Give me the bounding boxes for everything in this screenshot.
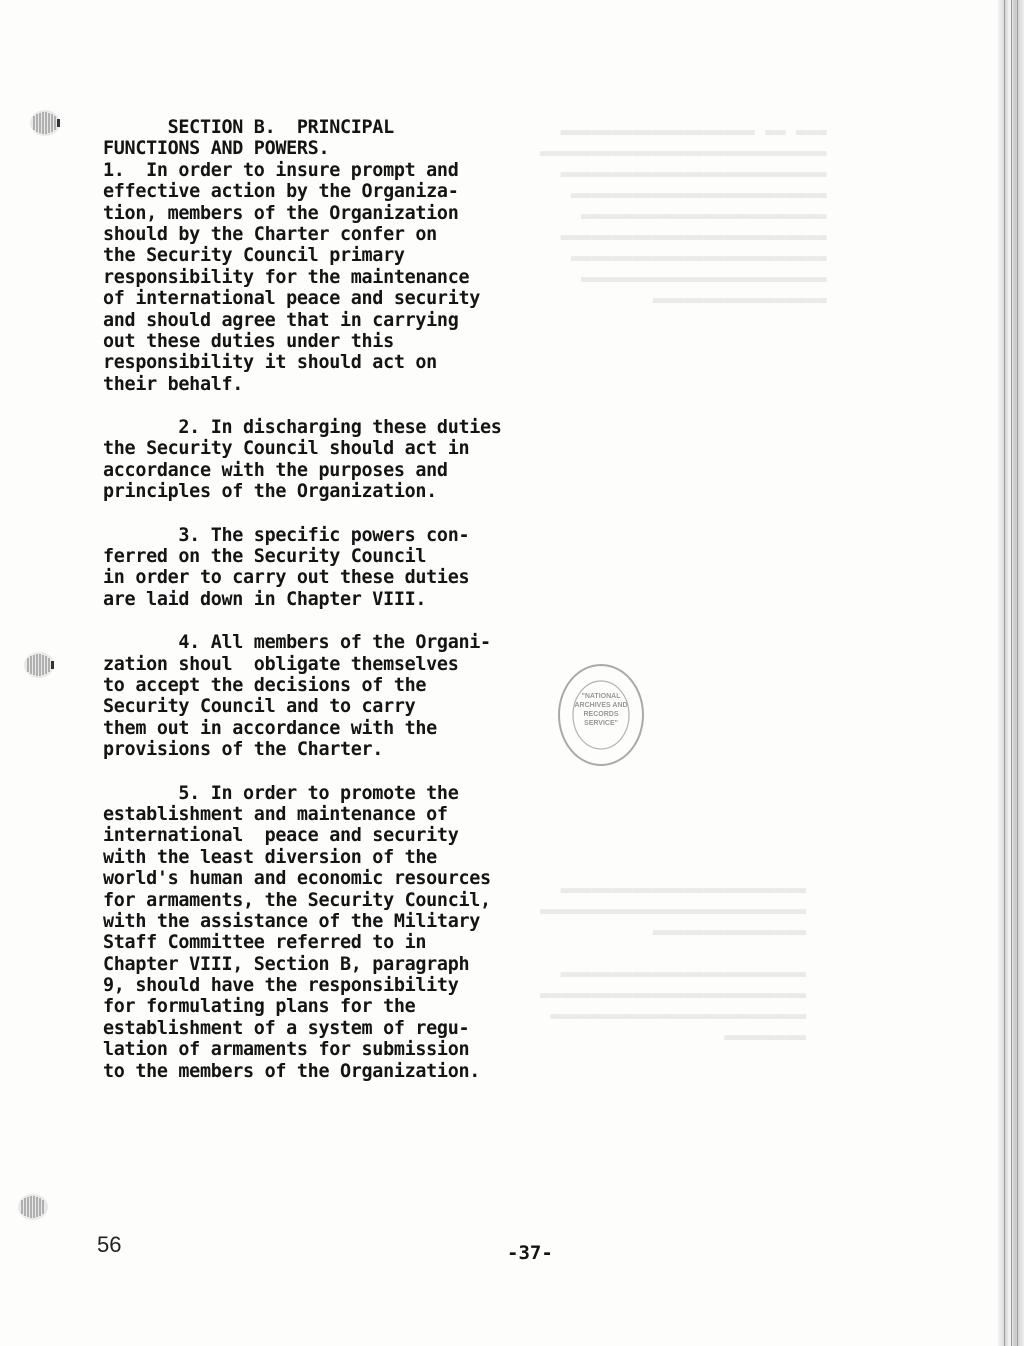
paragraph-5-line: to the members of the Organization. [103,1060,481,1082]
section-heading: SECTION B. PRINCIPAL [103,117,394,138]
paragraph-5-line: for formulating plans for the [103,996,416,1018]
paragraph-5-line: international peace and security [103,825,459,847]
paragraph-4-line: them out in accordance with the [103,717,437,739]
paragraph-4-line: zation shoul obligate themselves [103,653,459,675]
paragraph-1-line: the Security Council primary [103,245,405,267]
paragraph-5-line: lation of armaments for submission [103,1039,470,1061]
scan-edge [998,0,1024,1346]
paragraph-5-line: establishment and maintenance of [103,803,448,825]
paragraph-2-line: 2. In discharging these duties [103,417,502,439]
bleed-through-text: ▬▬▬ ▬▬ ▬▬▬▬▬▬▬▬▬▬▬▬▬▬▬▬▬▬▬ ▬▬▬▬▬▬▬▬▬▬▬▬▬▬▬▬▬▬▬▬▬▬▬▬▬▬▬▬ ▬▬▬▬▬▬▬▬▬▬▬▬▬▬▬▬▬▬▬▬▬▬▬▬▬▬ ▬▬▬▬▬▬▬▬▬▬▬▬▬▬▬▬▬▬▬▬▬▬▬▬▬ ▬▬▬▬▬▬▬▬▬▬▬▬▬▬▬▬▬▬▬▬▬▬▬▬ ▬▬▬▬▬▬▬▬▬▬▬▬▬▬▬▬▬▬▬▬▬▬▬▬▬▬ ▬▬▬▬▬▬▬▬▬▬▬▬▬▬▬▬▬▬▬▬▬▬▬▬▬ ▬▬▬▬▬▬▬▬▬▬▬▬▬▬▬▬▬▬▬▬▬▬▬▬ ▬▬▬▬▬▬▬▬▬▬▬▬▬▬▬▬▬ [540,122,827,310]
stamp-line: RECORDS [583,711,619,718]
paragraph-4-line: provisions of the Charter. [103,739,384,761]
paragraph-1-line: should by the Charter confer on [103,223,437,245]
paragraph-2-line: accordance with the purposes and [103,459,448,481]
paragraph-4-line: Security Council and to carry [103,696,416,718]
paragraph-4-line: to accept the decisions of the [103,674,427,696]
paragraph-1-line: and should agree that in carrying [103,309,459,331]
paragraph-2-line: principles of the Organization. [103,481,437,503]
stamp-line: ARCHIVES AND [574,702,628,709]
paragraph-3-line: in order to carry out these duties [103,567,470,589]
paragraph-5-line: Chapter VIII, Section B, paragraph [103,953,470,975]
paragraph-1-line: of international peace and security [103,288,481,310]
paragraph-5-line: establishment of a system of regu- [103,1017,470,1039]
stamp-line: "NATIONAL [581,693,621,700]
paragraph-5-line: Staff Committee referred to in [103,932,427,954]
paragraph-1-line: responsibility it should act on [103,352,437,374]
paragraph-4-line: 4. All members of the Organi- [103,632,491,654]
section-b-text [103,117,573,1082]
bleed-through-text: ▬▬▬▬▬▬▬▬▬▬▬▬▬▬▬▬▬▬▬▬▬▬▬▬ ▬▬▬▬▬▬▬▬▬▬▬▬▬▬▬▬▬▬▬▬▬▬▬▬▬▬ ▬▬▬▬▬▬▬▬▬▬▬▬▬▬▬ ▬▬▬▬▬▬▬▬▬▬▬▬▬▬▬▬▬▬▬▬▬▬▬▬ ▬▬▬▬▬▬▬▬▬▬▬▬▬▬▬▬▬▬▬▬▬▬▬▬▬▬ ▬▬▬▬▬▬▬▬▬▬▬▬▬▬▬▬▬▬▬▬▬▬▬▬▬ ▬▬▬▬▬▬▬▬ [540,880,807,1047]
paragraph-1-line: effective action by the Organiza- [103,181,459,203]
paragraph-5-line: 9, should have the responsibility [103,975,459,997]
paragraph-3-line: 3. The specific powers con- [103,524,470,546]
punch-hole [22,650,56,680]
handwritten-page-number: 56 [97,1232,122,1257]
paragraph-3-line: ferred on the Security Council [103,546,427,568]
paragraph-5-line: 5. In order to promote the [103,782,459,804]
page-number: -37- [507,1242,553,1264]
paragraph-1-line: out these duties under this [103,330,394,352]
paragraph-5-line: with the least diversion of the [103,846,437,868]
archive-stamp [555,660,647,770]
section-heading-cont: FUNCTIONS AND POWERS. [103,138,330,160]
paragraph-3-line: are laid down in Chapter VIII. [103,588,427,610]
paragraph-1-line: their behalf. [103,373,244,395]
paragraph-5-line: with the assistance of the Military [103,910,481,932]
paragraph-1-line: responsibility for the maintenance [103,266,470,288]
punch-hole [16,1192,50,1222]
paragraph-1-line: 1. In order to insure prompt and [103,159,459,181]
paragraph-5-line: for armaments, the Security Council, [103,889,491,911]
paragraph-5-line: world's human and economic resources [103,868,491,890]
paragraph-1-line: tion, members of the Organization [103,202,459,224]
punch-hole [28,108,62,138]
paragraph-2-line: the Security Council should act in [103,438,470,460]
stamp-line: SERVICE" [584,720,618,727]
